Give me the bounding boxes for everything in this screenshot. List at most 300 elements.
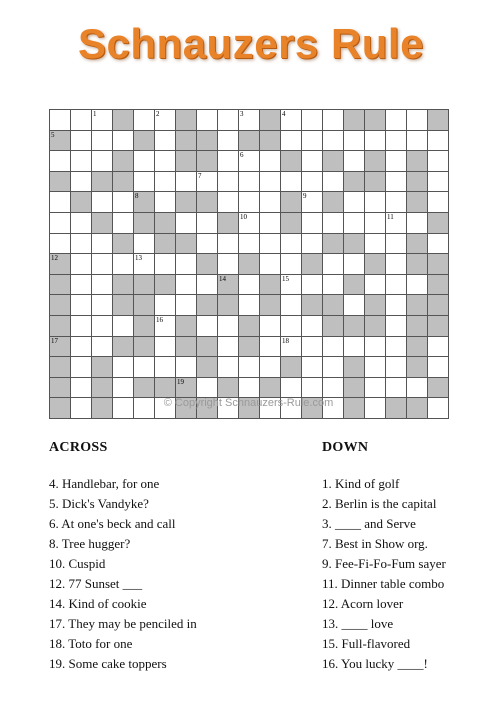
grid-cell-shaded	[175, 130, 196, 151]
grid-cell-white[interactable]	[301, 212, 322, 233]
grid-cell-shaded	[112, 109, 133, 130]
grid-cell-white[interactable]	[112, 356, 133, 377]
grid-cell-white[interactable]	[280, 171, 301, 192]
grid-cell-white[interactable]	[238, 150, 259, 171]
grid-cell-white[interactable]	[154, 109, 175, 130]
grid-cell-shaded	[259, 274, 280, 295]
grid-cell-shaded	[196, 150, 217, 171]
grid-cell-shaded	[133, 191, 154, 212]
grid-cell-white[interactable]	[91, 336, 112, 357]
grid-cell-white[interactable]	[133, 150, 154, 171]
grid-cell-shaded	[427, 274, 448, 295]
grid-cell-white[interactable]	[196, 171, 217, 192]
grid-cell-shaded	[49, 336, 70, 357]
grid-cell-white[interactable]	[343, 336, 364, 357]
grid-cell-shaded	[91, 397, 112, 418]
grid-cell-white[interactable]	[301, 171, 322, 192]
grid-cell-white[interactable]	[385, 150, 406, 171]
grid-cell-white[interactable]	[70, 274, 91, 295]
grid-cell-shaded	[427, 212, 448, 233]
grid-cell-white[interactable]	[196, 315, 217, 336]
grid-cell-white[interactable]	[238, 109, 259, 130]
grid-cell-white[interactable]	[385, 315, 406, 336]
grid-cell-shaded	[133, 336, 154, 357]
grid-cell-white[interactable]	[70, 171, 91, 192]
grid-cell-white[interactable]	[385, 253, 406, 274]
grid-cell-shaded	[49, 274, 70, 295]
grid-cell-white[interactable]	[406, 109, 427, 130]
grid-cell-white[interactable]	[133, 356, 154, 377]
clue-number: 7	[198, 171, 202, 180]
page-title: Schnauzers Rule	[78, 20, 424, 67]
grid-cell-shaded	[154, 212, 175, 233]
across-clue: 5. Dick's Vandyke?	[49, 496, 149, 511]
grid-cell-shaded	[406, 397, 427, 418]
grid-cell-shaded	[406, 294, 427, 315]
across-clue: 19. Some cake toppers	[49, 656, 167, 671]
grid-cell-white[interactable]	[280, 315, 301, 336]
grid-cell-white[interactable]	[301, 233, 322, 254]
grid-cell-white[interactable]	[70, 212, 91, 233]
grid-cell-white[interactable]	[259, 191, 280, 212]
grid-cell-shaded	[112, 294, 133, 315]
grid-cell-white[interactable]	[112, 212, 133, 233]
grid-cell-shaded	[427, 294, 448, 315]
grid-cell-white[interactable]	[70, 109, 91, 130]
grid-cell-shaded	[280, 191, 301, 212]
down-clue: 2. Berlin is the capital	[322, 496, 437, 511]
grid-cell-white[interactable]	[301, 150, 322, 171]
grid-cell-shaded	[322, 294, 343, 315]
grid-cell-white[interactable]	[343, 212, 364, 233]
grid-cell-white[interactable]	[112, 397, 133, 418]
across-clue: 4. Handlebar, for one	[49, 476, 160, 491]
grid-cell-shaded	[322, 233, 343, 254]
grid-cell-shaded	[343, 233, 364, 254]
grid-cell-white[interactable]	[154, 336, 175, 357]
grid-cell-shaded	[217, 212, 238, 233]
grid-cell-white[interactable]	[175, 356, 196, 377]
grid-cell-white[interactable]	[406, 377, 427, 398]
grid-cell-white[interactable]	[259, 315, 280, 336]
grid-cell-shaded	[133, 315, 154, 336]
grid-cell-shaded	[406, 171, 427, 192]
grid-cell-white[interactable]	[385, 274, 406, 295]
grid-cell-white[interactable]	[322, 253, 343, 274]
grid-cell-white[interactable]	[112, 377, 133, 398]
grid-cell-shaded	[49, 315, 70, 336]
clue-number: 1	[93, 110, 97, 118]
grid-cell-white[interactable]	[196, 109, 217, 130]
grid-cell-white[interactable]	[217, 315, 238, 336]
grid-cell-white[interactable]	[364, 233, 385, 254]
grid-cell-white[interactable]	[322, 274, 343, 295]
grid-cell-shaded	[217, 294, 238, 315]
grid-cell-white[interactable]	[112, 130, 133, 151]
grid-cell-white[interactable]	[301, 274, 322, 295]
grid-cell-white[interactable]	[427, 130, 448, 151]
grid-cell-white[interactable]	[385, 171, 406, 192]
grid-cell-white[interactable]	[280, 377, 301, 398]
grid-cell-shaded	[49, 377, 70, 398]
down-clue: 11. Dinner table combo	[322, 576, 445, 591]
grid-cell-white[interactable]	[217, 191, 238, 212]
grid-cell-shaded	[280, 150, 301, 171]
grid-cell-white[interactable]	[259, 397, 280, 418]
grid-cell-shaded	[343, 274, 364, 295]
grid-cell-shaded	[301, 294, 322, 315]
down-clue: 16. You lucky ____!	[322, 656, 428, 671]
grid-cell-white[interactable]	[364, 356, 385, 377]
grid-cell-shaded	[175, 109, 196, 130]
grid-cell-white[interactable]	[154, 130, 175, 151]
grid-cell-white[interactable]	[112, 191, 133, 212]
grid-cell-white[interactable]	[259, 212, 280, 233]
grid-cell-shaded	[175, 377, 196, 398]
grid-cell-white[interactable]	[217, 130, 238, 151]
grid-cell-white[interactable]	[70, 233, 91, 254]
grid-cell-white[interactable]	[238, 274, 259, 295]
grid-cell-white[interactable]	[70, 315, 91, 336]
grid-cell-white[interactable]	[49, 212, 70, 233]
grid-cell-white[interactable]	[91, 130, 112, 151]
grid-cell-shaded	[196, 397, 217, 418]
grid-cell-shaded	[91, 377, 112, 398]
grid-cell-white[interactable]	[364, 274, 385, 295]
grid-cell-white[interactable]	[217, 397, 238, 418]
grid-cell-white[interactable]	[217, 356, 238, 377]
grid-cell-white[interactable]	[70, 130, 91, 151]
grid-cell-white[interactable]	[70, 336, 91, 357]
grid-cell-white[interactable]	[154, 356, 175, 377]
clue-number: 10	[240, 212, 247, 221]
grid-cell-shaded	[259, 109, 280, 130]
grid-cell-white[interactable]	[91, 315, 112, 336]
clue-number: 9	[303, 192, 307, 201]
grid-cell-white[interactable]	[154, 294, 175, 315]
grid-cell-shaded	[406, 253, 427, 274]
grid-cell-white[interactable]	[385, 377, 406, 398]
grid-cell-shaded	[154, 377, 175, 398]
grid-cell-white[interactable]	[301, 315, 322, 336]
grid-cell-white[interactable]	[364, 130, 385, 151]
grid-cell-white[interactable]	[70, 397, 91, 418]
grid-cell-white[interactable]	[427, 233, 448, 254]
grid-cell-white[interactable]	[238, 356, 259, 377]
across-clues	[49, 440, 279, 674]
grid-cell-white[interactable]	[427, 336, 448, 357]
grid-cell-shaded	[49, 253, 70, 274]
grid-cell-shaded	[322, 191, 343, 212]
grid-cell-white[interactable]	[280, 109, 301, 130]
grid-cell-shaded	[238, 397, 259, 418]
grid-cell-shaded	[364, 109, 385, 130]
grid-cell-white[interactable]	[259, 356, 280, 377]
grid-cell-shaded	[301, 397, 322, 418]
grid-cell-white[interactable]	[175, 253, 196, 274]
grid-cell-white[interactable]	[133, 171, 154, 192]
grid-cell-shaded	[175, 315, 196, 336]
grid-cell-white[interactable]	[217, 253, 238, 274]
down-heading: DOWN	[322, 440, 369, 455]
down-clue: 15. Full-flavored	[322, 636, 411, 651]
grid-cell-shaded	[112, 336, 133, 357]
grid-cell-white[interactable]	[322, 336, 343, 357]
grid-cell-white[interactable]	[301, 336, 322, 357]
grid-cell-white[interactable]	[133, 253, 154, 274]
grid-cell-white[interactable]	[259, 336, 280, 357]
grid-cell-shaded	[406, 315, 427, 336]
grid-cell-white[interactable]	[154, 191, 175, 212]
grid-cell-shaded	[196, 130, 217, 151]
grid-cell-shaded	[238, 130, 259, 151]
grid-cell-shaded	[343, 377, 364, 398]
grid-cell-white[interactable]	[343, 294, 364, 315]
grid-cell-white[interactable]	[385, 294, 406, 315]
grid-cell-white[interactable]	[217, 150, 238, 171]
grid-cell-white[interactable]	[343, 191, 364, 212]
grid-cell-white[interactable]	[385, 336, 406, 357]
grid-cell-white[interactable]	[322, 397, 343, 418]
grid-cell-shaded	[406, 191, 427, 212]
across-clue: 12. 77 Sunset ___	[49, 576, 143, 591]
grid-cell-white[interactable]	[301, 191, 322, 212]
grid-cell-white[interactable]	[280, 294, 301, 315]
grid-cell-white[interactable]	[406, 274, 427, 295]
grid-cell-white[interactable]	[301, 130, 322, 151]
grid-cell-white[interactable]	[364, 191, 385, 212]
grid-cell-white[interactable]	[406, 212, 427, 233]
copyright-watermark: © Copyright Schnauzers-Rule.com	[163, 397, 334, 409]
grid-cell-shaded	[238, 315, 259, 336]
grid-cell-white[interactable]	[217, 109, 238, 130]
grid-cell-white[interactable]	[238, 191, 259, 212]
clue-number: 2	[156, 110, 160, 118]
grid-cell-white[interactable]	[70, 377, 91, 398]
grid-cell-white[interactable]	[112, 315, 133, 336]
grid-cell-white[interactable]	[280, 274, 301, 295]
grid-cell-white[interactable]	[322, 171, 343, 192]
down-clue: 12. Acorn lover	[322, 596, 404, 611]
grid-cell-white[interactable]	[217, 336, 238, 357]
grid-cell-shaded	[91, 356, 112, 377]
grid-cell-white[interactable]	[259, 233, 280, 254]
down-clue: 3. ____ and Serve	[322, 516, 416, 531]
grid-cell-white[interactable]	[49, 191, 70, 212]
clue-number: 3	[240, 110, 244, 118]
grid-cell-shaded	[49, 294, 70, 315]
grid-cell-white[interactable]	[259, 150, 280, 171]
grid-cell-white[interactable]	[427, 150, 448, 171]
grid-cell-shaded	[322, 150, 343, 171]
grid-cell-white[interactable]	[70, 294, 91, 315]
crossword-grid	[49, 109, 449, 419]
grid-cell-white[interactable]	[343, 253, 364, 274]
grid-cell-white[interactable]	[427, 397, 448, 418]
down-clue: 9. Fee-Fi-Fo-Fum sayer	[322, 556, 446, 571]
grid-cell-white[interactable]	[385, 356, 406, 377]
grid-cell-shaded	[133, 130, 154, 151]
across-clue: 18. Toto for one	[49, 636, 133, 651]
clue-number: 15	[282, 274, 289, 283]
grid-cell-white[interactable]	[385, 109, 406, 130]
grid-cell-white[interactable]	[70, 356, 91, 377]
grid-cell-shaded	[175, 233, 196, 254]
grid-cell-white[interactable]	[385, 212, 406, 233]
clue-number: 4	[282, 110, 286, 118]
grid-cell-white[interactable]	[406, 130, 427, 151]
across-clue: 17. They may be penciled in	[49, 616, 197, 631]
grid-cell-shaded	[343, 109, 364, 130]
grid-cell-white[interactable]	[238, 294, 259, 315]
grid-cell-white[interactable]	[238, 212, 259, 233]
clue-number: 12	[51, 254, 58, 263]
clue-number: 6	[240, 151, 244, 160]
grid-cell-white[interactable]	[364, 336, 385, 357]
grid-cell-shaded	[154, 233, 175, 254]
grid-cell-white[interactable]	[91, 253, 112, 274]
grid-cell-shaded	[112, 150, 133, 171]
grid-cell-white[interactable]	[70, 253, 91, 274]
grid-cell-white[interactable]	[154, 397, 175, 418]
grid-cell-white[interactable]	[280, 336, 301, 357]
grid-cell-shaded	[175, 150, 196, 171]
grid-cell-shaded	[238, 336, 259, 357]
clue-number: 17	[51, 336, 58, 345]
clue-number: 5	[51, 130, 55, 139]
grid-cell-white[interactable]	[385, 191, 406, 212]
grid-cell-shaded	[427, 377, 448, 398]
grid-cell-white[interactable]	[427, 356, 448, 377]
grid-cell-shaded	[112, 233, 133, 254]
clue-number: 13	[135, 254, 142, 263]
grid-cell-white[interactable]	[133, 397, 154, 418]
clue-number: 11	[387, 212, 394, 221]
grid-cell-shaded	[112, 171, 133, 192]
grid-cell-white[interactable]	[49, 109, 70, 130]
grid-cell-shaded	[196, 253, 217, 274]
clue-number: 16	[156, 315, 163, 324]
across-clue: 10. Cuspid	[49, 556, 106, 571]
grid-cell-white[interactable]	[301, 356, 322, 377]
grid-cell-white[interactable]	[364, 397, 385, 418]
grid-cell-white[interactable]	[196, 274, 217, 295]
down-clue: 7. Best in Show org.	[322, 536, 428, 551]
grid-cell-white[interactable]	[364, 212, 385, 233]
grid-cell-white[interactable]	[196, 212, 217, 233]
grid-cell-shaded	[259, 294, 280, 315]
grid-cell-shaded	[364, 150, 385, 171]
grid-cell-white[interactable]	[175, 171, 196, 192]
grid-cell-white[interactable]	[385, 233, 406, 254]
grid-cell-shaded	[196, 191, 217, 212]
grid-cell-white[interactable]	[280, 233, 301, 254]
grid-cell-white[interactable]	[91, 294, 112, 315]
grid-cell-white[interactable]	[70, 150, 91, 171]
grid-cell-shaded	[49, 171, 70, 192]
grid-cell-white[interactable]	[133, 109, 154, 130]
grid-cell-white[interactable]	[91, 274, 112, 295]
grid-cell-shaded	[175, 336, 196, 357]
grid-cell-shaded	[217, 274, 238, 295]
across-clue: 8. Tree hugger?	[49, 536, 131, 551]
grid-cell-white[interactable]	[91, 233, 112, 254]
grid-cell-white[interactable]	[280, 130, 301, 151]
down-clue: 13. ____ love	[322, 616, 394, 631]
grid-cell-white[interactable]	[259, 253, 280, 274]
grid-cell-white[interactable]	[91, 109, 112, 130]
grid-cell-shaded	[406, 233, 427, 254]
grid-cell-white[interactable]	[322, 109, 343, 130]
grid-cell-white[interactable]	[322, 130, 343, 151]
grid-cell-shaded	[133, 274, 154, 295]
grid-cell-white[interactable]	[91, 191, 112, 212]
grid-cell-shaded	[175, 191, 196, 212]
grid-cell-white[interactable]	[217, 171, 238, 192]
grid-cell-white[interactable]	[364, 377, 385, 398]
grid-cell-white[interactable]	[133, 233, 154, 254]
grid-cell-shaded	[217, 377, 238, 398]
clue-number: 8	[135, 192, 139, 201]
grid-cell-white[interactable]	[154, 315, 175, 336]
grid-cell-white[interactable]	[112, 253, 133, 274]
grid-cell-white[interactable]	[49, 150, 70, 171]
grid-cell-shaded	[133, 212, 154, 233]
grid-cell-white[interactable]	[343, 150, 364, 171]
grid-cell-shaded	[385, 397, 406, 418]
grid-cell-white[interactable]	[322, 356, 343, 377]
grid-cell-white[interactable]	[259, 171, 280, 192]
grid-cell-white[interactable]	[427, 171, 448, 192]
grid-cell-white[interactable]	[301, 377, 322, 398]
grid-cell-white[interactable]	[175, 274, 196, 295]
grid-cell-white[interactable]	[175, 294, 196, 315]
grid-cell-white[interactable]	[49, 233, 70, 254]
clue-number: 14	[219, 274, 226, 283]
grid-cell-shaded	[49, 397, 70, 418]
grid-cell-shaded	[406, 356, 427, 377]
grid-cell-white[interactable]	[238, 377, 259, 398]
grid-cell-white[interactable]	[238, 233, 259, 254]
grid-cell-shaded	[280, 212, 301, 233]
grid-cell-white[interactable]	[217, 233, 238, 254]
grid-cell-shaded	[406, 150, 427, 171]
grid-cell-white[interactable]	[427, 191, 448, 212]
grid-cell-white[interactable]	[154, 171, 175, 192]
grid-cell-shaded	[154, 274, 175, 295]
grid-cell-white[interactable]	[322, 212, 343, 233]
grid-cell-shaded	[343, 397, 364, 418]
grid-cell-white[interactable]	[343, 130, 364, 151]
grid-cell-white[interactable]	[91, 150, 112, 171]
grid-cell-white[interactable]	[280, 253, 301, 274]
grid-cell-shaded	[70, 191, 91, 212]
grid-cell-white[interactable]	[196, 233, 217, 254]
grid-cell-shaded	[364, 294, 385, 315]
grid-cell-white[interactable]	[196, 377, 217, 398]
grid-cell-white[interactable]	[301, 109, 322, 130]
grid-cell-shaded	[343, 356, 364, 377]
grid-cell-white[interactable]	[322, 377, 343, 398]
grid-cell-white[interactable]	[280, 397, 301, 418]
grid-cell-white[interactable]	[154, 150, 175, 171]
grid-cell-white[interactable]	[385, 130, 406, 151]
grid-cell-shaded	[175, 397, 196, 418]
grid-cell-white[interactable]	[238, 171, 259, 192]
grid-cell-white[interactable]	[154, 253, 175, 274]
grid-cell-white[interactable]	[175, 212, 196, 233]
grid-cell-shaded	[364, 315, 385, 336]
